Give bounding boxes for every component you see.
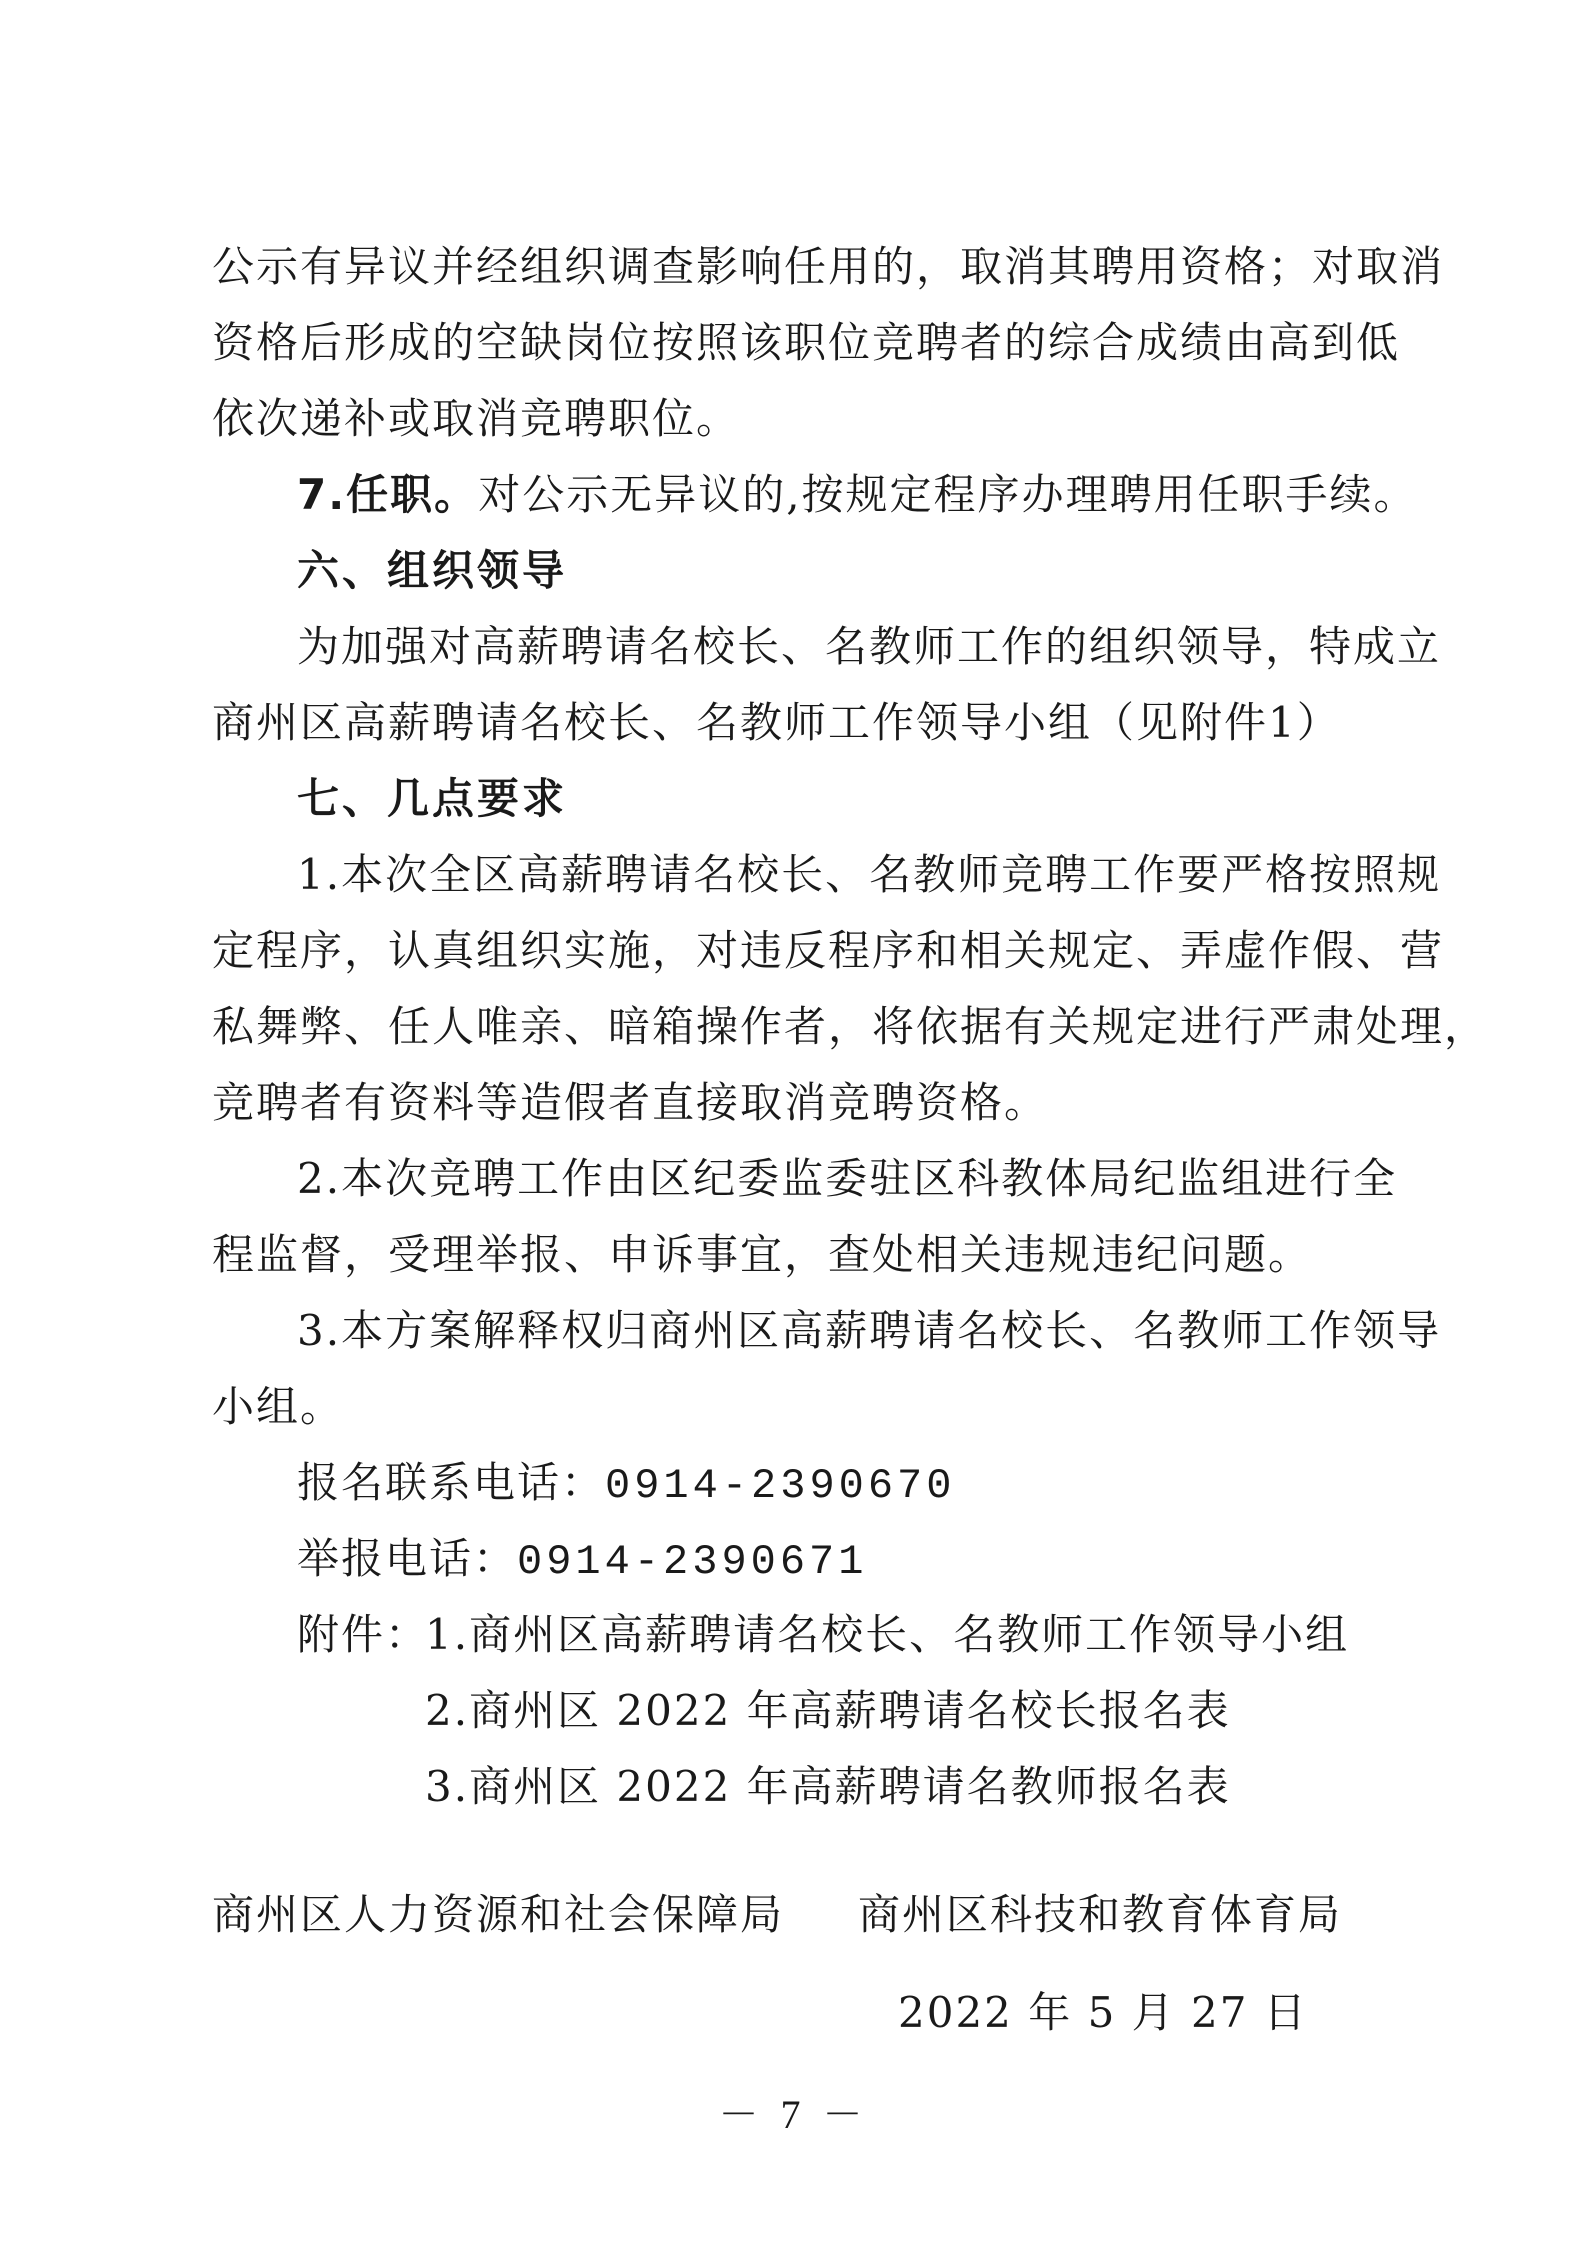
signup-label: 报名联系电话： xyxy=(297,1458,606,1507)
attachment-item: 2.商州区 2022 年高薪聘请名校长报名表 xyxy=(425,1686,1231,1735)
signature-edu-bureau: 商州区科技和教育体育局 xyxy=(858,1890,1343,1939)
section-heading-6: 六、组织领导 xyxy=(297,546,568,595)
paragraph-line: 私舞弊、任人唯亲、暗箱操作者，将依据有关规定进行严肃处理， xyxy=(212,1002,1489,1051)
paragraph-line: 3.本方案解释权归商州区高薪聘请名校长、名教师工作领导 xyxy=(297,1306,1442,1355)
paragraph-line: 依次递补或取消竞聘职位。 xyxy=(212,394,741,443)
signup-contact xyxy=(297,1458,955,1511)
item-lead: 7.任职。 xyxy=(297,470,479,519)
signature-hr-bureau: 商州区人力资源和社会保障局 xyxy=(212,1890,785,1939)
report-phone: 0914-2390671 xyxy=(517,1538,868,1586)
item-appointment xyxy=(297,470,1418,520)
paragraph-line: 公示有异议并经组织调查影响任用的，取消其聘用资格；对取消 xyxy=(212,242,1445,291)
paragraph-line: 1.本次全区高薪聘请名校长、名教师竞聘工作要严格按照规 xyxy=(297,850,1442,899)
page-number: － 7 － xyxy=(718,2092,869,2137)
paragraph-line: 商州区高薪聘请名校长、名教师工作领导小组（见附件1） xyxy=(212,698,1341,747)
attachment-item: 1.商州区高薪聘请名校长、名教师工作领导小组 xyxy=(425,1610,1350,1659)
report-label: 举报电话： xyxy=(297,1534,518,1583)
report-contact xyxy=(297,1534,867,1587)
paragraph-line: 为加强对高薪聘请名校长、名教师工作的组织领导，特成立 xyxy=(297,622,1442,671)
paragraph-line: 定程序，认真组织实施，对违反程序和相关规定、弄虚作假、营 xyxy=(212,926,1445,975)
paragraph-line: 资格后形成的空缺岗位按照该职位竞聘者的综合成绩由高到低 xyxy=(212,318,1401,367)
item-text: 对公示无异议的,按规定程序办理聘用任职手续。 xyxy=(478,470,1418,519)
section-heading-7: 七、几点要求 xyxy=(297,774,568,823)
paragraph-line: 程监督，受理举报、申诉事宜，查处相关违规违纪问题。 xyxy=(212,1230,1313,1279)
signup-phone: 0914-2390670 xyxy=(605,1462,956,1510)
paragraph-line: 小组。 xyxy=(212,1382,345,1431)
paragraph-line: 2.本次竞聘工作由区纪委监委驻区科教体局纪监组进行全 xyxy=(297,1154,1398,1203)
attachment-item: 3.商州区 2022 年高薪聘请名教师报名表 xyxy=(425,1762,1231,1811)
document-date: 2022 年 5 月 27 日 xyxy=(898,1988,1308,2037)
paragraph-line: 竞聘者有资料等造假者直接取消竞聘资格。 xyxy=(212,1078,1049,1127)
attachments-label: 附件： xyxy=(297,1610,430,1659)
